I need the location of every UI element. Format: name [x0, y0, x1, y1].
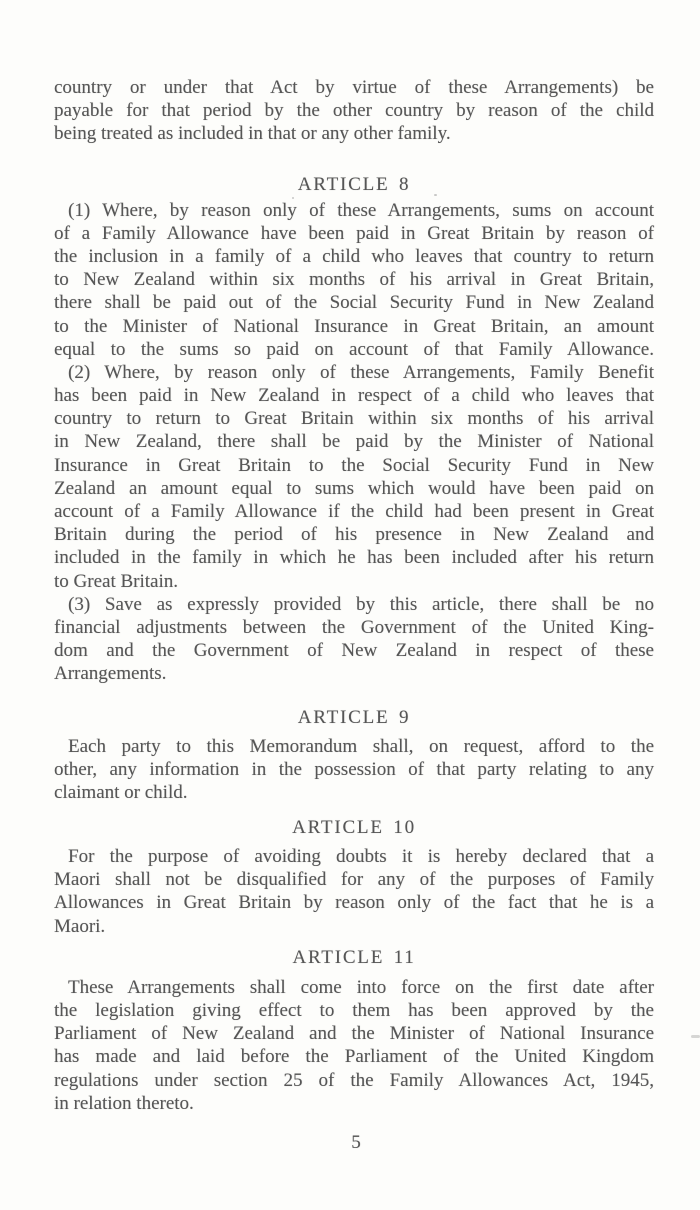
text-line: Insurance in Great Britain to the Social Security Fund in New [54, 454, 654, 476]
article-heading: ARTICLE 9 [297, 706, 411, 728]
text-line: Zealand an amount equal to sums which would have been paid on [54, 477, 654, 499]
text-line: These Arrangements shall come into force on the first date after [68, 976, 654, 998]
text-line: in New Zealand, there shall be paid by the Minister of National [54, 431, 654, 453]
text-line: dom and the Government of New Zealand in respect of these [54, 640, 654, 662]
text-line: claimant or child. [54, 781, 188, 803]
paragraph [54, 735, 654, 805]
article-10 [54, 816, 654, 938]
text-line: financial adjustments between the Government of the United King- [54, 616, 654, 638]
article-11 [54, 946, 654, 1115]
scan-speck [434, 194, 437, 196]
text-line: (3) Save as expressly provided by this article, there shall be no [68, 593, 654, 615]
text-line: to Great Britain. [54, 570, 178, 592]
text-line: (2) Where, by reason only of these Arrangements, Family Benefit [68, 361, 654, 383]
text-line: Arrangements. [54, 663, 167, 685]
text-line: country to return to Great Britain within six months of his arrival [54, 408, 654, 430]
article-heading: ARTICLE 10 [292, 817, 416, 839]
text-line: Parliament of New Zealand and the Minister of National Insurance [54, 1023, 654, 1045]
article-heading: ARTICLE 8 [297, 173, 411, 195]
text-line: of a Family Allowance have been paid in Great Britain by reason of [54, 222, 654, 244]
text-line: has been paid in New Zealand in respect of a child who leaves that [54, 385, 654, 407]
text-line: to the Minister of National Insurance in Great Britain, an amount [54, 315, 654, 337]
article-heading: ARTICLE 11 [292, 946, 416, 968]
text-line: payable for that period by the other country by reason of the child [54, 100, 654, 122]
text-line: equal to the sums so paid on account of that Family Allowance. [54, 338, 654, 360]
text-line: account of a Family Allowance if the child had been present in Great [54, 501, 654, 522]
scan-artifact-right-edge [691, 1035, 700, 1038]
text-line: Maori shall not be disqualified for any of the purposes of Family [54, 869, 654, 891]
text-line: Each party to this Memorandum shall, on request, afford to the [68, 735, 654, 757]
text-line: Britain during the period of his presence in New Zealand and [54, 524, 654, 546]
text-line: the legislation giving effect to them has been approved by the [54, 1000, 654, 1021]
article-8 [54, 173, 654, 686]
text-line: being treated as included in that or any other family. [54, 123, 451, 145]
text-line: country or under that Act by virtue of these Arrangements) be [54, 77, 654, 98]
paragraph [54, 976, 654, 1115]
text-line: to New Zealand within six months of his arrival in Great Britain, [54, 269, 654, 291]
text-line: Maori. [54, 915, 106, 937]
paragraph [54, 361, 654, 593]
page-content [54, 76, 654, 1115]
page-number: 5 [351, 1132, 361, 1153]
text-line: the inclusion in a family of a child who leaves that country to return [54, 245, 654, 267]
paragraph [54, 845, 654, 938]
text-line: Allowances in Great Britain by reason only of the fact that he is a [54, 892, 654, 914]
text-line: other, any information in the possession of that party relating to any [54, 758, 654, 780]
article-9 [54, 706, 654, 805]
paragraph [54, 199, 654, 361]
text-line: has made and laid before the Parliament of the United Kingdom [54, 1046, 654, 1068]
continuation-paragraph [54, 76, 654, 146]
text-line: in relation thereto. [54, 1092, 194, 1114]
paragraph [54, 593, 654, 686]
text-line: (1) Where, by reason only of these Arrangements, sums on account [68, 199, 654, 221]
text-line: there shall be paid out of the Social Security Fund in New Zealand [54, 292, 654, 314]
scan-speck [292, 197, 294, 199]
text-line: regulations under section 25 of the Family Allowances Act, 1945, [54, 1069, 654, 1091]
text-line: included in the family in which he has been included after his return [54, 547, 654, 569]
text-line: For the purpose of avoiding doubts it is hereby declared that a [68, 846, 654, 868]
